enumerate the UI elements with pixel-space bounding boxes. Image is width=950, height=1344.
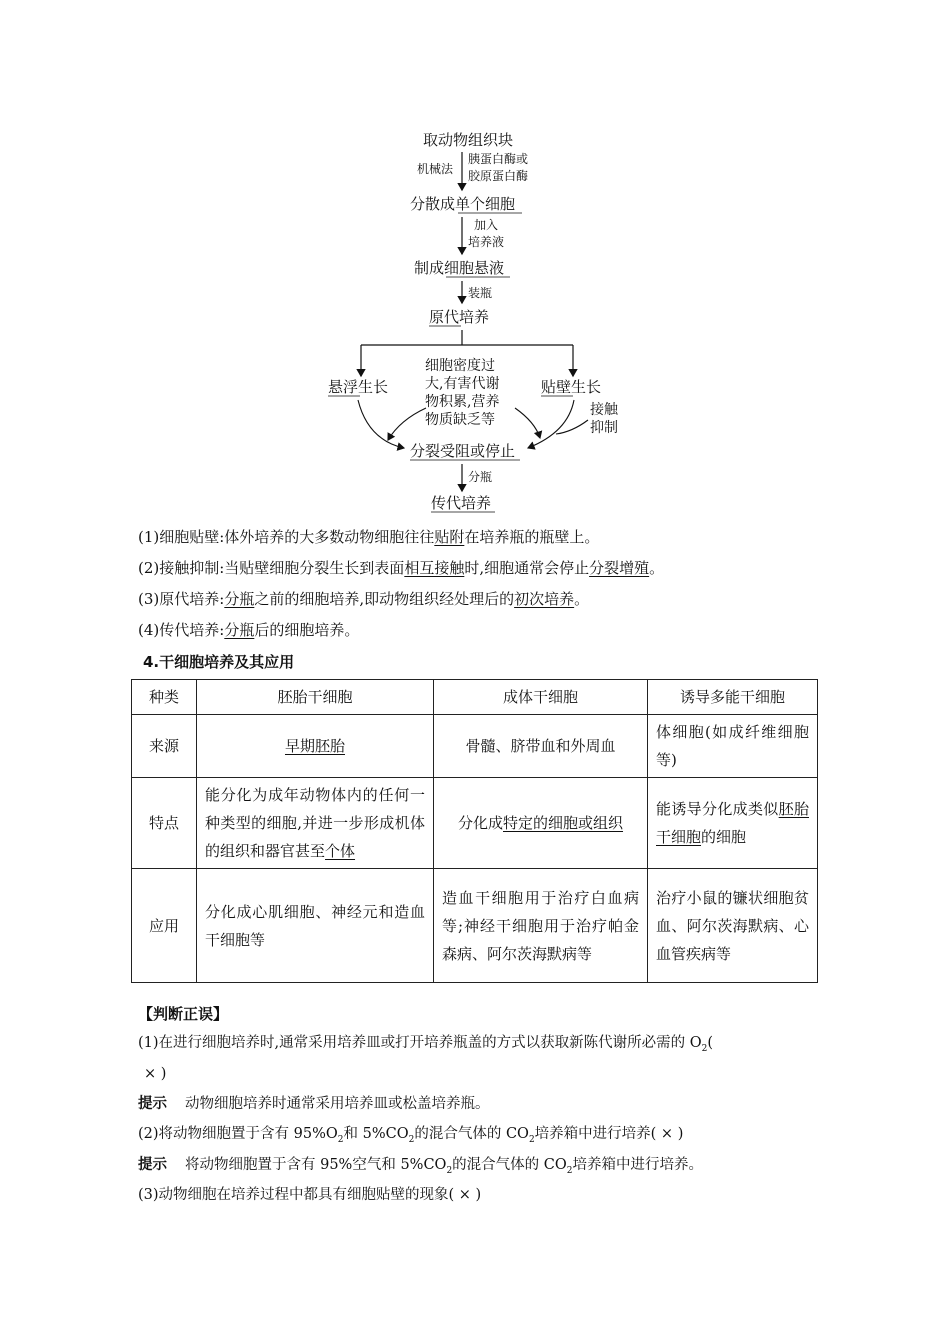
answer-blank: 早期胚胎 bbox=[284, 737, 345, 755]
subscript: 2 bbox=[528, 1134, 535, 1145]
table-cell: 体细胞(如成纤维细胞等) bbox=[648, 715, 818, 778]
answer-blank: 分瓶 bbox=[224, 590, 255, 608]
table-cell bbox=[434, 778, 648, 869]
answer-blank: 胚胎干细胞 bbox=[656, 800, 809, 846]
curve-left-outer bbox=[358, 400, 404, 448]
contact-inhibition-1: 接触 bbox=[590, 402, 618, 418]
question-1-answer: × ) bbox=[144, 1066, 167, 1082]
judge-section-title: 【判断正误】 bbox=[138, 1005, 229, 1023]
label-mechanical: 机械法 bbox=[417, 162, 454, 176]
definition-contact-inhibition bbox=[138, 558, 664, 578]
node-adherent-growth: 贴壁生长 bbox=[541, 378, 602, 396]
curve-right-outer bbox=[528, 400, 574, 448]
label-split: 分瓶 bbox=[468, 470, 493, 484]
step-division-stopped: 分裂受阻或停止 bbox=[410, 442, 516, 460]
answer-blank: 初次培养 bbox=[514, 590, 575, 608]
stem-cell-table bbox=[131, 679, 818, 983]
definition-primary-culture bbox=[138, 589, 589, 609]
contact-inhibition-2: 抑制 bbox=[590, 420, 618, 436]
reason-line-3: 物积累,营养 bbox=[425, 394, 500, 410]
hint-2 bbox=[138, 1155, 703, 1181]
question-text: ( bbox=[707, 1035, 714, 1051]
label-medium: 培养液 bbox=[468, 235, 505, 249]
table-cell bbox=[648, 778, 818, 869]
reason-line-1: 细胞密度过 bbox=[425, 358, 495, 374]
table-header: 种类 bbox=[132, 680, 197, 715]
step-disperse: 分散成单个细胞 bbox=[410, 195, 516, 213]
answer-blank: 分裂增殖 bbox=[589, 559, 650, 577]
table-cell: 分化成心肌细胞、神经元和造血干细胞等 bbox=[197, 869, 434, 983]
curve-right-inner bbox=[515, 408, 540, 438]
curve-left-inner bbox=[388, 408, 426, 440]
table-row-features bbox=[132, 778, 818, 869]
row-label: 应用 bbox=[132, 869, 197, 983]
cell-text: 的细胞 bbox=[701, 828, 747, 846]
section-title-stem-cells: 4.干细胞培养及其应用 bbox=[143, 653, 295, 671]
cell-text: 能分化为成年动物体内的任何一种类型的细胞,并进一步形成机体的组织和器官甚至 bbox=[205, 786, 425, 860]
hint-text: 的混合气体的 CO bbox=[452, 1157, 567, 1173]
row-label: 特点 bbox=[132, 778, 197, 869]
step-suspension: 制成细胞悬液 bbox=[414, 259, 505, 277]
step-primary: 原代培养 bbox=[429, 308, 490, 326]
table-row-application bbox=[132, 869, 818, 983]
definition-text: 之前的细胞培养,即动物组织经处理后的 bbox=[254, 590, 515, 608]
step-take-tissue: 取动物组织块 bbox=[422, 131, 514, 149]
answer-blank: 个体 bbox=[325, 842, 356, 860]
subscript: 2 bbox=[408, 1134, 415, 1145]
table-header: 成体干细胞 bbox=[434, 680, 648, 715]
reason-line-4: 物质缺乏等 bbox=[425, 412, 495, 428]
definition-text: 在培养瓶的瓶壁上。 bbox=[464, 528, 600, 546]
hint-text: 将动物细胞置于含有 95%空气和 5%CO bbox=[185, 1157, 447, 1173]
definition-text: (4)传代培养: bbox=[138, 621, 225, 639]
subscript: 2 bbox=[566, 1165, 573, 1176]
hint-text: 动物细胞培养时通常采用培养皿或松盖培养瓶。 bbox=[185, 1096, 490, 1112]
question-text: 的混合气体的 CO bbox=[414, 1126, 529, 1142]
table-cell: 治疗小鼠的镰状细胞贫血、阿尔茨海默病、心血管疾病等 bbox=[648, 869, 818, 983]
label-bottle: 装瓶 bbox=[468, 286, 493, 300]
table-header: 胚胎干细胞 bbox=[197, 680, 434, 715]
question-text: 培养箱中进行培养( × ) bbox=[534, 1126, 684, 1142]
answer-blank: 贴附 bbox=[434, 528, 465, 546]
definition-text: (1)细胞贴壁:体外培养的大多数动物细胞往往 bbox=[138, 528, 435, 546]
row-label: 来源 bbox=[132, 715, 197, 778]
cell-text: 能诱导分化成类似 bbox=[656, 800, 779, 818]
definition-text: 。 bbox=[574, 590, 590, 608]
table-cell bbox=[197, 715, 434, 778]
hint-label: 提示 bbox=[138, 1096, 167, 1112]
label-add: 加入 bbox=[474, 218, 499, 232]
label-enzyme-2: 胶原蛋白酶 bbox=[468, 169, 529, 183]
table-row-source bbox=[132, 715, 818, 778]
definition-adherence bbox=[138, 527, 599, 547]
subscript: 2 bbox=[701, 1043, 708, 1054]
label-enzyme-1: 胰蛋白酶或 bbox=[468, 152, 529, 166]
table-cell: 骨髓、脐带血和外周血 bbox=[434, 715, 648, 778]
node-suspension-growth: 悬浮生长 bbox=[328, 378, 389, 396]
hint-text: 培养箱中进行培养。 bbox=[572, 1157, 703, 1173]
answer-blank: 特定的细胞或组织 bbox=[503, 814, 624, 832]
definition-subculture bbox=[138, 620, 359, 640]
hint-1 bbox=[138, 1094, 490, 1114]
question-3: (3)动物细胞在培养过程中都具有细胞贴壁的现象( × ) bbox=[138, 1187, 482, 1203]
definition-text: (3)原代培养: bbox=[138, 590, 225, 608]
question-2 bbox=[138, 1124, 683, 1150]
cell-text: 分化成 bbox=[457, 814, 503, 832]
reason-line-2: 大,有害代谢 bbox=[425, 376, 500, 392]
table-header-row bbox=[132, 680, 818, 715]
table-header: 诱导多能干细胞 bbox=[648, 680, 818, 715]
definition-text: 。 bbox=[649, 559, 665, 577]
answer-blank: 相互接触 bbox=[404, 559, 465, 577]
question-1 bbox=[138, 1033, 713, 1059]
definition-text: (2)接触抑制:当贴壁细胞分裂生长到表面 bbox=[138, 559, 405, 577]
definition-text: 时,细胞通常会停止 bbox=[464, 559, 590, 577]
answer-blank: 分瓶 bbox=[224, 621, 255, 639]
table-cell bbox=[197, 778, 434, 869]
question-text: (2)将动物细胞置于含有 95%O bbox=[138, 1126, 338, 1142]
step-subculture: 传代培养 bbox=[431, 494, 492, 512]
table-cell: 造血干细胞用于治疗白血病等;神经干细胞用于治疗帕金森病、阿尔茨海默病等 bbox=[434, 869, 648, 983]
question-text: (1)在进行细胞培养时,通常采用培养皿或打开培养瓶盖的方式以获取新陈代谢所必需的 O bbox=[138, 1035, 702, 1051]
subscript: 2 bbox=[337, 1134, 344, 1145]
definition-text: 后的细胞培养。 bbox=[254, 621, 360, 639]
subscript: 2 bbox=[446, 1165, 453, 1176]
question-text: 和 5%CO bbox=[343, 1126, 409, 1142]
hint-label: 提示 bbox=[138, 1157, 167, 1173]
cell-culture-flowchart bbox=[0, 0, 950, 520]
